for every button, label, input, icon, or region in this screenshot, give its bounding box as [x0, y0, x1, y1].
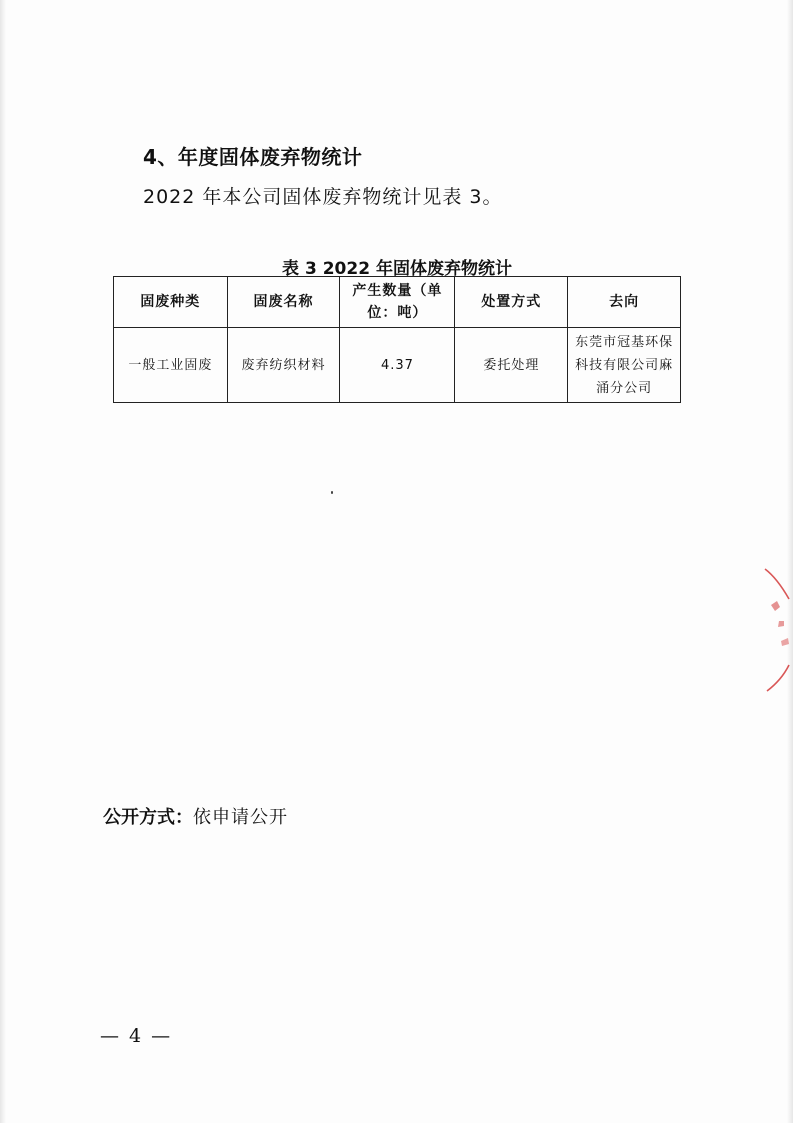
table-header-row — [114, 277, 681, 328]
cell-disposal-method: 委托处理 — [455, 328, 568, 403]
scan-edge-right — [787, 0, 793, 1123]
header-disposal-method: 处置方式 — [455, 277, 568, 328]
scan-speck — [331, 491, 333, 494]
disclosure-label: 公开方式： — [103, 807, 193, 828]
section-text: 2022 年本公司固体废弃物统计见表 3。 — [143, 186, 503, 208]
header-waste-category: 固废种类 — [114, 277, 228, 328]
table-row — [114, 328, 681, 403]
page-number: — 4 — — [100, 1025, 173, 1047]
cell-destination: 东莞市冠基环保科技有限公司麻涌分公司 — [568, 328, 681, 403]
header-waste-name: 固废名称 — [227, 277, 340, 328]
scan-edge-left — [0, 0, 6, 1123]
header-quantity: 产生数量（单位：吨） — [340, 277, 455, 328]
disclosure-value: 依申请公开 — [193, 807, 288, 828]
cell-quantity: 4.37 — [340, 328, 455, 403]
red-seal-fragment — [763, 565, 793, 695]
section-heading: 4、年度固体废弃物统计 — [143, 145, 363, 169]
disclosure-line — [103, 803, 288, 829]
table-caption: 表 3 2022 年固体废弃物统计 — [282, 259, 512, 279]
cell-waste-name: 废弃纺织材料 — [227, 328, 340, 403]
header-destination: 去向 — [568, 277, 681, 328]
cell-waste-category: 一般工业固废 — [114, 328, 228, 403]
waste-statistics-table — [113, 276, 681, 403]
